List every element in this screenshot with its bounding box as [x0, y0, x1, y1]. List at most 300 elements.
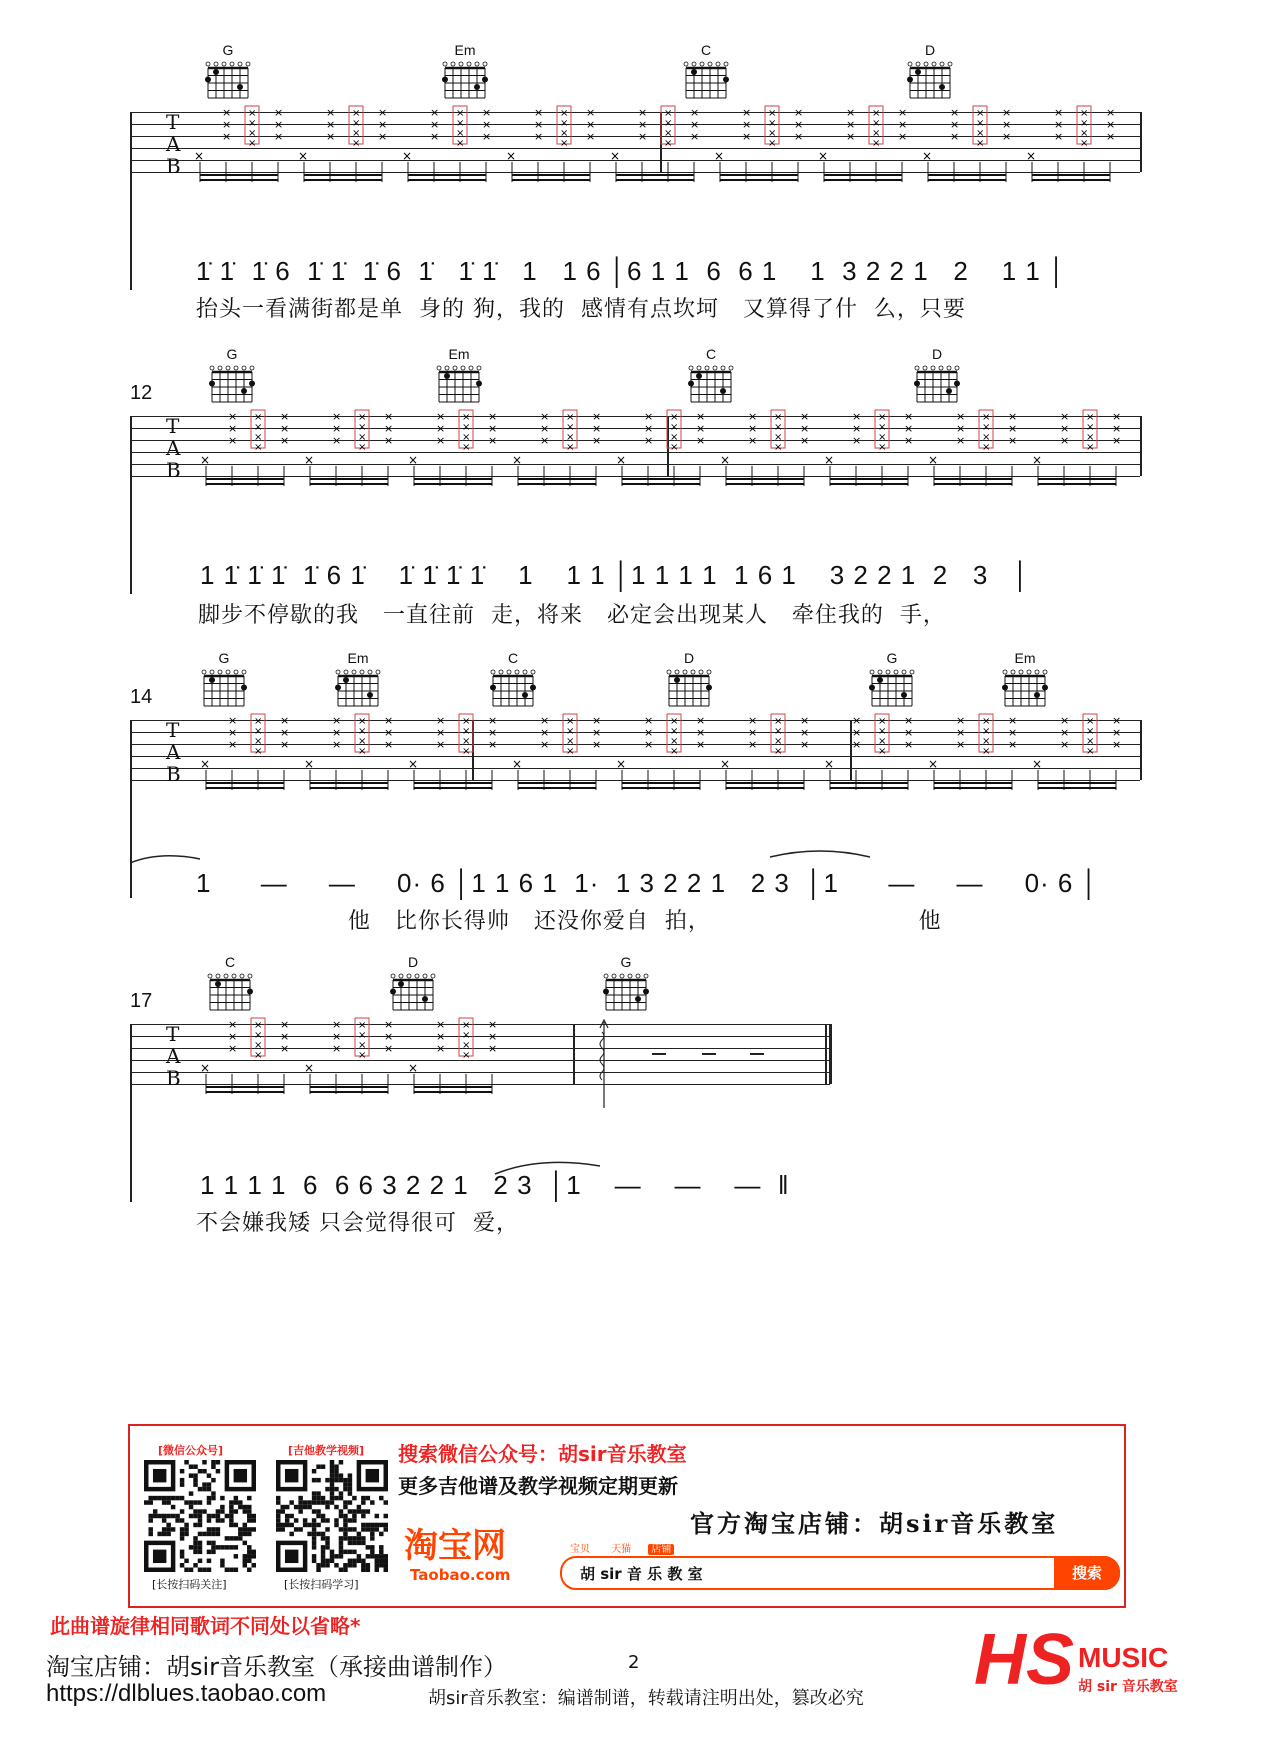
tab-note: × — [462, 422, 471, 433]
tab-note: × — [456, 138, 465, 149]
tab-note: × — [644, 714, 654, 727]
tab-note: × — [456, 118, 465, 129]
tab-note: × — [852, 410, 862, 423]
tab-note: × — [696, 738, 706, 751]
tab-note: × — [540, 422, 550, 435]
tab-note: × — [402, 149, 413, 163]
tab-note: × — [696, 410, 706, 423]
tab-note: × — [534, 130, 544, 143]
tab-note: × — [280, 1042, 290, 1055]
tab-note: × — [384, 726, 394, 739]
tab-note: × — [878, 736, 887, 747]
tab-note: × — [280, 422, 290, 435]
tab-note: × — [358, 422, 367, 433]
tab-note: × — [200, 453, 211, 467]
tab-note: × — [690, 130, 700, 143]
tab-note: × — [976, 118, 985, 129]
official-shop-text: 官方淘宝店铺：胡sir音乐教室 — [690, 1509, 1059, 1538]
tab-note: × — [690, 118, 700, 131]
tab-note: × — [1060, 714, 1070, 727]
tab-note: × — [358, 736, 367, 747]
tab-note: × — [228, 1018, 238, 1031]
tab-note: × — [1112, 714, 1122, 727]
tab-note: × — [482, 130, 492, 143]
tab-note: × — [1086, 432, 1095, 443]
tab-note: × — [696, 434, 706, 447]
tab-note: × — [638, 130, 648, 143]
chord-diagram — [200, 668, 250, 710]
tab-pattern — [196, 1016, 572, 1116]
tab-note: × — [228, 1030, 238, 1043]
tab-note: × — [1112, 738, 1122, 751]
tab-note: × — [846, 130, 856, 143]
chord-diagram — [489, 668, 539, 710]
tab-note: × — [592, 410, 602, 423]
chord-diagram — [389, 972, 439, 1014]
tab-note: × — [512, 453, 523, 467]
tab-note: × — [800, 738, 810, 751]
tab-note: × — [768, 128, 777, 139]
tab-note: × — [378, 130, 388, 143]
tab-note: × — [254, 736, 263, 747]
chord-name: D — [924, 42, 936, 58]
tab-note: × — [488, 1030, 498, 1043]
tab-note: × — [644, 434, 654, 447]
chord-name: D — [407, 954, 419, 970]
taobao-search-bar[interactable] — [560, 1556, 1120, 1590]
tab-note: × — [800, 410, 810, 423]
tab-note: × — [1106, 130, 1116, 143]
tab-note: × — [1002, 130, 1012, 143]
tab-note: × — [1008, 422, 1018, 435]
tab-note: × — [358, 1050, 367, 1061]
tab-note: × — [378, 118, 388, 131]
tab-note: × — [878, 442, 887, 453]
tab-note: × — [1008, 726, 1018, 739]
tab-note: × — [280, 1030, 290, 1043]
tab-note: × — [248, 108, 257, 119]
tab-note: × — [956, 434, 966, 447]
tab-note: × — [1112, 726, 1122, 739]
chord-diagram — [204, 60, 254, 102]
chord-diagram — [1001, 668, 1051, 710]
tab-note: × — [566, 746, 575, 757]
tab-note: × — [436, 410, 446, 423]
tab-note: × — [254, 1020, 263, 1031]
tab-note: × — [1032, 757, 1043, 771]
chord-diagram — [435, 364, 485, 406]
tab-note: × — [358, 1030, 367, 1041]
tab-note: × — [358, 746, 367, 757]
chord-name: G — [218, 650, 230, 666]
tab-note: × — [846, 106, 856, 119]
tab-note: × — [462, 1040, 471, 1051]
tab-note: × — [540, 726, 550, 739]
tab-note: × — [904, 410, 914, 423]
tab-note: × — [670, 746, 679, 757]
tab-note: × — [928, 453, 939, 467]
tab-note: × — [436, 726, 446, 739]
omission-note: 此曲谱旋律相同歌词不同处以省略* — [50, 1614, 361, 1638]
tab-note: × — [482, 118, 492, 131]
tab-note: × — [878, 726, 887, 737]
tab-note: × — [436, 434, 446, 447]
tab-note: × — [332, 726, 342, 739]
tab-note: × — [670, 726, 679, 737]
tab-note: × — [878, 746, 887, 757]
tab-note: × — [768, 108, 777, 119]
tab-note: × — [304, 1061, 315, 1075]
tab-note: × — [670, 736, 679, 747]
tab-note: × — [768, 118, 777, 129]
search-tab[interactable]: 天猫 — [611, 1544, 632, 1555]
tab-note: × — [560, 118, 569, 129]
tab-note: × — [904, 422, 914, 435]
tab-note: × — [852, 714, 862, 727]
tab-note: × — [696, 714, 706, 727]
tab-note: × — [852, 422, 862, 435]
taobao-url: Taobao.com — [410, 1566, 511, 1584]
search-tabs — [570, 1540, 1110, 1554]
tab-note: × — [898, 130, 908, 143]
tab-note: × — [228, 434, 238, 447]
shop-line: 淘宝店铺：胡sir音乐教室（承接曲谱制作） — [46, 1653, 508, 1681]
tab-note: × — [228, 738, 238, 751]
tab-note: × — [1002, 106, 1012, 119]
tab-note: × — [228, 726, 238, 739]
tab-note: × — [352, 138, 361, 149]
tab-note: × — [1080, 108, 1089, 119]
chord-diagram — [665, 668, 715, 710]
tab-note: × — [304, 757, 315, 771]
tab-note: × — [488, 1018, 498, 1031]
tab-note: × — [352, 128, 361, 139]
chord-diagram — [682, 60, 732, 102]
search-button[interactable]: 搜索 — [1054, 1556, 1120, 1590]
tab-note: × — [566, 736, 575, 747]
tab-note: × — [982, 746, 991, 757]
tab-note: × — [592, 422, 602, 435]
tab-note: × — [462, 716, 471, 727]
tab-note: × — [462, 412, 471, 423]
tab-note: × — [670, 716, 679, 727]
tab-note: × — [378, 106, 388, 119]
chord-diagram — [687, 364, 737, 406]
tab-note: × — [462, 746, 471, 757]
tab-note: × — [956, 726, 966, 739]
qr-label: [吉他教学视频] — [288, 1444, 365, 1457]
tab-note: × — [824, 453, 835, 467]
tab-note: × — [194, 149, 205, 163]
tab-note: × — [358, 726, 367, 737]
tab-note: × — [1080, 128, 1089, 139]
tab-note: × — [592, 434, 602, 447]
tab-note: × — [670, 412, 679, 423]
lyrics-line: 脚步不停歇的我 一直往前 走，将来 必定会出现某人 牵住我的 手， — [198, 603, 946, 628]
tab-note: × — [384, 1042, 394, 1055]
tab-note: × — [664, 138, 673, 149]
chord-name: D — [931, 346, 943, 362]
tab-note: × — [462, 1020, 471, 1031]
tab-note: × — [274, 130, 284, 143]
tab-note: × — [644, 410, 654, 423]
tab-note: × — [298, 149, 309, 163]
search-tab[interactable]: 店铺 — [648, 1544, 674, 1555]
tab-note: × — [748, 726, 758, 739]
tab-pattern — [196, 408, 1140, 508]
search-input[interactable]: 胡 sir 音 乐 教 室 — [580, 1565, 703, 1583]
tab-note: × — [982, 716, 991, 727]
tab-note: × — [1008, 714, 1018, 727]
tab-note: × — [1086, 422, 1095, 433]
tab-note: × — [488, 1042, 498, 1055]
tab-note: × — [540, 434, 550, 447]
tab-note: × — [332, 1030, 342, 1043]
tab-note: × — [326, 106, 336, 119]
tab-note: × — [332, 422, 342, 435]
tab-note: × — [280, 714, 290, 727]
tab-note: × — [878, 432, 887, 443]
taobao-logo: 淘宝网 — [404, 1526, 506, 1566]
tab-note: × — [332, 714, 342, 727]
tab-note: × — [280, 726, 290, 739]
chord-diagram — [334, 668, 384, 710]
chord-name: Em — [448, 346, 470, 362]
tab-note: × — [872, 128, 881, 139]
tab-note: × — [956, 714, 966, 727]
tab-note: × — [332, 434, 342, 447]
tab-note: × — [1054, 130, 1064, 143]
tab-note: × — [566, 412, 575, 423]
tab-note: × — [430, 106, 440, 119]
tab-note: × — [956, 422, 966, 435]
tab-note: × — [228, 1042, 238, 1055]
tab-note: × — [436, 1030, 446, 1043]
tab-note: × — [592, 726, 602, 739]
tab-note: × — [222, 106, 232, 119]
tab-note: × — [358, 442, 367, 453]
chord-diagram — [868, 668, 918, 710]
tab-pattern — [190, 104, 1140, 204]
tab-note: × — [982, 736, 991, 747]
tab-note: × — [950, 106, 960, 119]
tab-note: × — [1054, 106, 1064, 119]
tab-note: × — [358, 1040, 367, 1051]
hs-music-logo: HS MUSIC 胡 sir 音乐教室 — [974, 1620, 1178, 1700]
numbered-notation: 1̇ 1̇ 1̇ 6 1̇ 1̇ 1̇ 6 1̇ 1̇ 1̇ 1 1 6 │6 1 1 6 6 1 1 3 2 2 1 2 1 1 │ — [196, 256, 1067, 286]
tab-note: × — [1002, 118, 1012, 131]
tab-note: × — [852, 726, 862, 739]
tab-note: × — [774, 442, 783, 453]
tab-note: × — [462, 442, 471, 453]
tab-note: × — [254, 1050, 263, 1061]
chord-name: G — [620, 954, 632, 970]
tab-note: × — [1080, 138, 1089, 149]
tab-note: × — [482, 106, 492, 119]
tab-note: × — [586, 106, 596, 119]
update-text: 更多吉他谱及教学视频定期更新 — [398, 1474, 678, 1498]
tab-note: × — [352, 118, 361, 129]
tab-note: × — [280, 1018, 290, 1031]
tab-note: × — [384, 738, 394, 751]
tab-note: × — [748, 434, 758, 447]
tab-note: × — [534, 106, 544, 119]
tab-note: × — [462, 1030, 471, 1041]
tab-note: × — [794, 130, 804, 143]
tab-note: × — [384, 410, 394, 423]
tab-note: × — [748, 422, 758, 435]
tab-note: × — [384, 434, 394, 447]
credit-line: 胡sir音乐教室：编谱制谱，转载请注明出处，篡改必究 — [428, 1688, 864, 1709]
tab-note: × — [456, 108, 465, 119]
chord-diagram — [441, 60, 491, 102]
tab-note: × — [326, 130, 336, 143]
tab-note: × — [358, 716, 367, 727]
numbered-notation: 1 1̇ 1̇ 1̇ 1̇ 6 1̇ 1̇ 1̇ 1̇ 1̇ 1 1 1 │1 1 1 1 1 6 1 3 2 2 1 2 3 │ — [200, 560, 1031, 590]
chord-name: Em — [1014, 650, 1036, 666]
tab-note: × — [1060, 422, 1070, 435]
tab-note: × — [774, 412, 783, 423]
tab-note: × — [248, 138, 257, 149]
tab-note: × — [794, 106, 804, 119]
tab-note: × — [222, 130, 232, 143]
tab-note: × — [1060, 738, 1070, 751]
tab-note: × — [898, 106, 908, 119]
tab-note: × — [384, 422, 394, 435]
chord-diagram — [206, 972, 256, 1014]
tab-note: × — [1086, 716, 1095, 727]
tab-note: × — [462, 736, 471, 747]
tab-note: × — [982, 432, 991, 443]
final-strum — [590, 1018, 820, 1108]
qr-label: [微信公众号] — [158, 1444, 224, 1457]
tab-note: × — [904, 738, 914, 751]
tab-note: × — [592, 714, 602, 727]
tab-note: × — [488, 422, 498, 435]
tab-note: × — [670, 432, 679, 443]
tab-note: × — [586, 130, 596, 143]
tab-note: × — [720, 757, 731, 771]
tab-note: × — [358, 412, 367, 423]
chord-diagram — [208, 364, 258, 406]
tab-note: × — [566, 716, 575, 727]
tab-note: × — [824, 757, 835, 771]
tab-note: × — [644, 422, 654, 435]
tab-note: × — [774, 716, 783, 727]
tab-note: × — [586, 118, 596, 131]
tab-note: × — [904, 726, 914, 739]
tab-note: × — [200, 757, 211, 771]
tab-note: × — [818, 149, 829, 163]
tab-note: × — [326, 118, 336, 131]
tab-note: × — [254, 726, 263, 737]
tab-note: × — [1112, 422, 1122, 435]
tab-note: × — [560, 138, 569, 149]
tab-note: × — [1032, 453, 1043, 467]
chord-name: C — [507, 650, 519, 666]
tab-note: × — [254, 442, 263, 453]
tab-note: × — [1026, 149, 1037, 163]
tab-note: × — [430, 118, 440, 131]
tab-note: × — [1086, 412, 1095, 423]
tab-note: × — [408, 453, 419, 467]
tab-note: × — [1008, 410, 1018, 423]
shop-url[interactable]: https://dlblues.taobao.com — [46, 1680, 327, 1707]
tab-note: × — [436, 738, 446, 751]
tab-note: × — [408, 757, 419, 771]
tab-note: × — [714, 149, 725, 163]
tab-note: × — [904, 434, 914, 447]
tab-note: × — [774, 422, 783, 433]
tab-note: × — [512, 757, 523, 771]
lyrics-line: 他 比你长得帅 还没你爱自 拍， 他 — [196, 909, 942, 934]
tab-note: × — [898, 118, 908, 131]
tab-note: × — [358, 432, 367, 443]
tab-note: × — [254, 716, 263, 727]
tab-note: × — [254, 412, 263, 423]
tab-note: × — [800, 422, 810, 435]
tab-note: × — [254, 432, 263, 443]
tab-note: × — [976, 108, 985, 119]
tab-note: × — [690, 106, 700, 119]
chord-name: C — [224, 954, 236, 970]
page-number: 2 — [628, 1652, 640, 1673]
tab-note: × — [1086, 442, 1095, 453]
tab-note: × — [670, 422, 679, 433]
tab-note: × — [956, 738, 966, 751]
numbered-notation: 1 — — 0· 6 │1 1 6 1 1· 1 3 2 2 1 2 3 │1 — — 0· 6 │ — [196, 868, 1099, 898]
tab-note: × — [228, 422, 238, 435]
tab-note: × — [566, 422, 575, 433]
tab-note: × — [774, 746, 783, 757]
tab-note: × — [506, 149, 517, 163]
tab-note: × — [872, 118, 881, 129]
tab-note: × — [430, 130, 440, 143]
tab-note: × — [488, 714, 498, 727]
chord-name: D — [683, 650, 695, 666]
chord-name: G — [226, 346, 238, 362]
tab-note: × — [1106, 118, 1116, 131]
chord-diagram — [913, 364, 963, 406]
tab-note: × — [982, 442, 991, 453]
tab-note: × — [748, 738, 758, 751]
tab-note: × — [638, 118, 648, 131]
tab-note: × — [408, 1061, 419, 1075]
system-number: 12 — [130, 382, 153, 404]
wechat-search-text: 搜索微信公众号：胡sir音乐教室 — [398, 1442, 687, 1466]
tab-note: × — [592, 738, 602, 751]
tab-note: × — [922, 149, 933, 163]
tab-note: × — [280, 410, 290, 423]
tab-note: × — [560, 108, 569, 119]
tab-note: × — [950, 130, 960, 143]
tab-note: × — [976, 128, 985, 139]
tab-note: × — [560, 128, 569, 139]
tab-note: × — [1080, 118, 1089, 129]
tab-note: × — [800, 726, 810, 739]
tab-note: × — [1060, 434, 1070, 447]
tab-note: × — [928, 757, 939, 771]
tab-note: × — [1112, 410, 1122, 423]
tab-note: × — [774, 432, 783, 443]
search-tab[interactable]: 宝贝 — [570, 1544, 590, 1555]
tab-note: × — [872, 138, 881, 149]
qr-label: [长按扫码学习] — [284, 1578, 359, 1591]
tab-note: × — [664, 108, 673, 119]
tab-note: × — [1060, 726, 1070, 739]
tab-note: × — [254, 1040, 263, 1051]
tab-note: × — [540, 714, 550, 727]
